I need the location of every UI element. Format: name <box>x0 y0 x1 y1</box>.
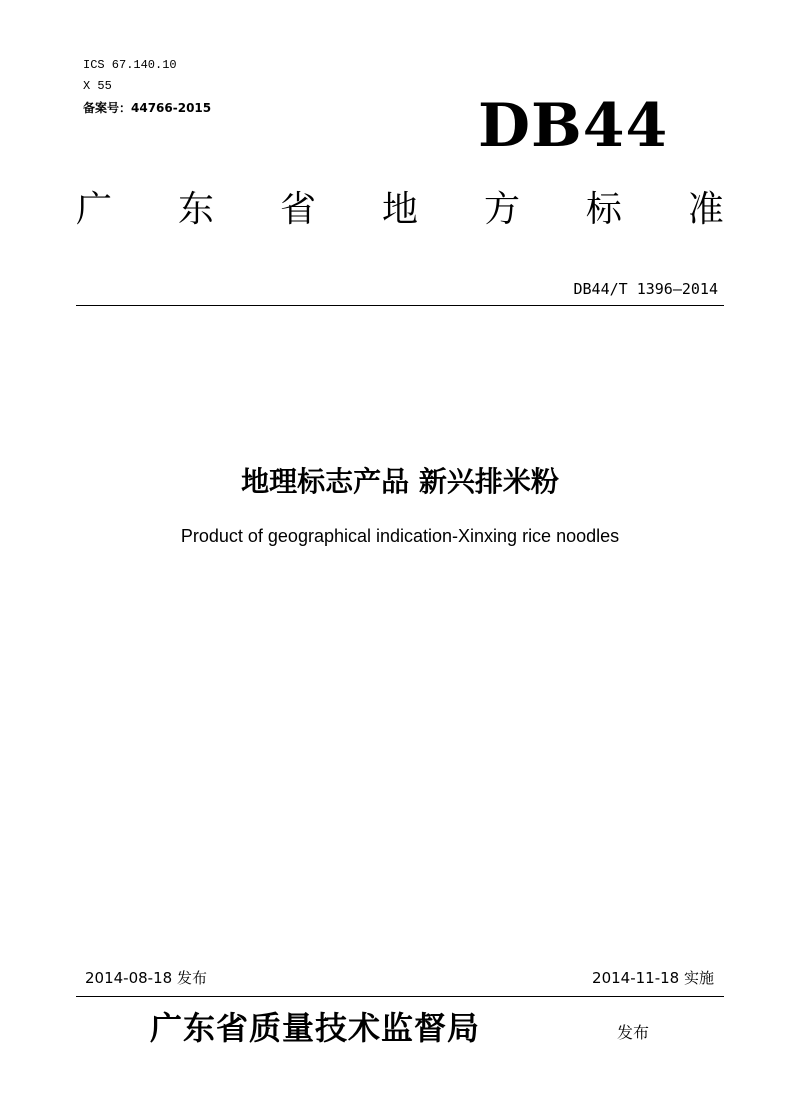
standard-code-mark: DB44 <box>478 91 669 161</box>
standard-type-char: 准 <box>687 188 724 230</box>
classification-code: X 55 <box>83 79 112 93</box>
standard-type-char: 广 <box>76 188 113 230</box>
implementation-date: 2014-11-18 实施 <box>592 969 714 987</box>
issue-date: 2014-08-18 发布 <box>85 969 207 987</box>
issuing-authority: 广东省质量技术监督局 <box>150 1009 481 1047</box>
standard-type-char: 省 <box>279 188 316 230</box>
top-divider <box>76 305 724 306</box>
standard-type-char: 标 <box>585 188 622 230</box>
standard-number: DB44/T 1396—2014 <box>573 280 718 298</box>
record-number: 备案号：44766-2015 <box>83 101 212 115</box>
standard-type-char: 东 <box>177 188 214 230</box>
document-title-english: Product of geographical indication-Xinxing rice noodles <box>180 526 620 546</box>
issuing-authority-suffix: 发布 <box>617 1023 650 1042</box>
document-title-chinese: 地理标志产品 新兴排米粉 <box>241 465 559 498</box>
standard-type-char: 方 <box>483 188 520 230</box>
standard-type-title <box>76 178 724 234</box>
ics-code: ICS 67.140.10 <box>83 58 177 72</box>
bottom-divider <box>76 996 724 997</box>
standard-type-char: 地 <box>381 188 418 230</box>
